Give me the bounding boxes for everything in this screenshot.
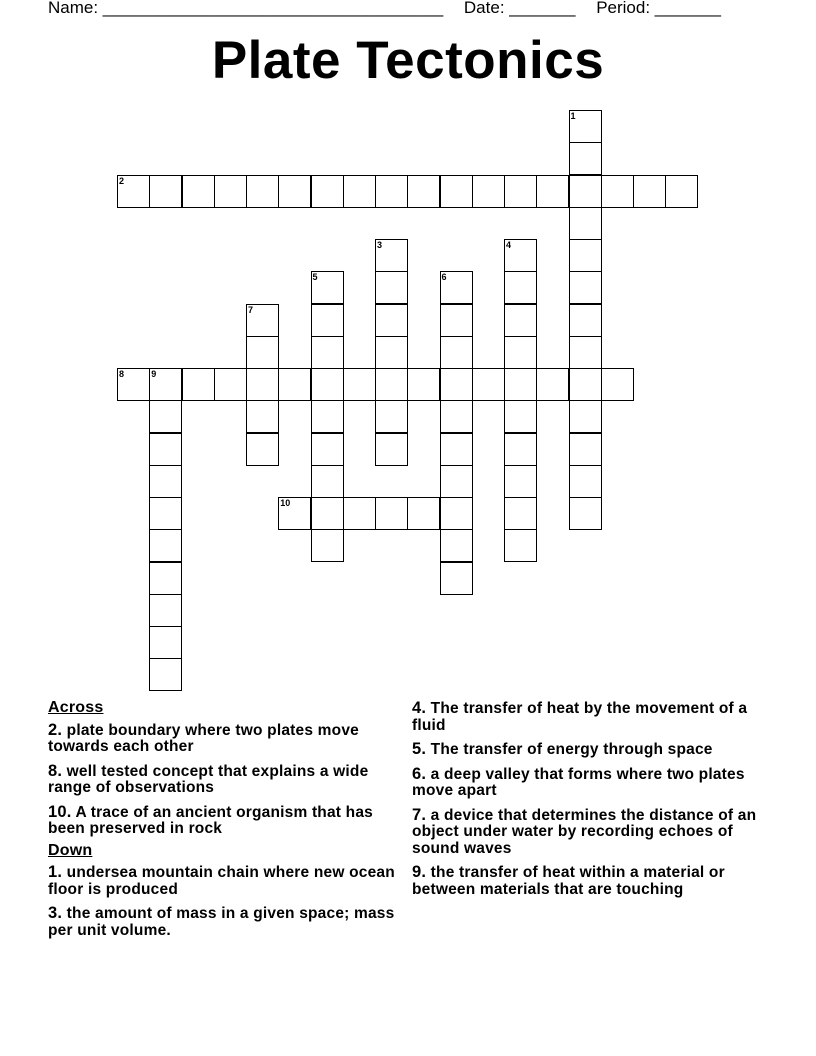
crossword-cell[interactable] [504,529,537,562]
crossword-cell[interactable] [214,175,247,208]
clue-number-label: 7 [248,304,254,315]
down-heading: Down [48,841,93,859]
crossword-cell[interactable] [311,304,344,337]
crossword-cell[interactable] [246,175,279,208]
crossword-cell[interactable] [569,497,602,530]
crossword-cell[interactable] [343,175,376,208]
crossword-cell[interactable] [665,175,698,208]
clue-number-label: 2 [119,175,125,186]
clue-text: The transfer of heat by the movement of a fluid [412,700,748,734]
clue-number: 9. [412,863,427,881]
crossword-cell[interactable] [278,175,311,208]
crossword-cell[interactable] [246,368,279,401]
clue-number-label: 1 [570,111,576,121]
crossword-cell[interactable] [375,400,408,433]
crossword-cell[interactable] [375,433,408,466]
crossword-cell[interactable] [569,368,602,401]
clue-number: 5. [412,740,427,758]
crossword-cell[interactable] [440,497,473,530]
crossword-cell[interactable] [343,497,376,530]
clue-text: A trace of an ancient organism that has been preserved in rock [48,803,373,837]
clue-item [48,804,410,838]
clue-number-label: 9 [151,369,157,379]
crossword-cell[interactable] [182,175,215,208]
crossword-cell[interactable] [149,626,182,659]
clue-number: 8. [48,761,63,780]
crossword-cell[interactable] [569,175,602,208]
clue-number: 2. [48,720,63,739]
period-field[interactable]: Period: _______ [596,0,721,17]
crossword-cell[interactable] [149,400,182,433]
clue-number: 4. [412,699,427,717]
crossword-cell[interactable] [472,368,505,401]
crossword-cell[interactable] [440,400,473,433]
crossword-cell[interactable] [149,529,182,562]
clue-number: 10. [48,802,72,821]
clue-number-label: 8 [119,369,125,379]
crossword-cell[interactable] [440,175,473,208]
crossword-cell[interactable] [311,175,344,208]
clues-right-column [412,700,782,905]
clue-number-label: 10 [280,498,291,508]
clue-item [412,766,782,800]
crossword-cell[interactable] [536,368,569,401]
clue-number-label: 6 [441,272,447,283]
clue-item [48,864,410,898]
crossword-cell[interactable] [440,465,473,498]
clue-text: well tested concept that explains a wide range of observations [48,762,369,796]
crossword-cell[interactable] [504,271,537,304]
crossword-cell[interactable] [504,368,537,401]
name-field[interactable]: Name: ____________________________________ [48,0,444,17]
crossword-cell[interactable] [407,497,440,530]
crossword-cell[interactable] [601,175,634,208]
crossword-cell[interactable] [633,175,666,208]
crossword-cell[interactable] [278,368,311,401]
crossword-cell[interactable] [569,465,602,498]
crossword-cell[interactable] [440,529,473,562]
crossword-cell[interactable] [504,304,537,337]
crossword-cell[interactable] [569,433,602,466]
crossword-cell[interactable] [149,175,182,208]
crossword-cell[interactable] [149,562,182,595]
crossword-cell[interactable] [375,336,408,369]
clue-item [412,807,782,858]
crossword-cell[interactable] [311,368,344,401]
crossword-cell[interactable] [569,239,602,272]
crossword-cell[interactable] [375,497,408,530]
clue-item [412,864,782,898]
crossword-cell[interactable] [472,175,505,208]
crossword-cell[interactable] [149,658,182,691]
crossword-cell[interactable] [311,433,344,466]
crossword-cell[interactable] [149,497,182,530]
crossword-cell[interactable] [246,433,279,466]
crossword-cell[interactable] [569,142,602,175]
clue-item [412,741,782,759]
clue-number: 3. [48,904,63,922]
crossword-cell[interactable] [536,175,569,208]
clues-left-column [48,700,410,946]
crossword-cell[interactable] [149,465,182,498]
crossword-cell[interactable] [504,433,537,466]
down-clue-list-continued [412,700,782,898]
clue-number: 1. [48,863,63,881]
clue-text: undersea mountain chain where new ocean floor is produced [48,864,395,898]
crossword-cell[interactable] [569,336,602,369]
crossword-cell[interactable] [311,400,344,433]
clue-item [48,722,410,756]
crossword-cell[interactable] [375,368,408,401]
crossword-cell[interactable] [343,368,376,401]
crossword-cell[interactable] [440,433,473,466]
crossword-cell[interactable] [569,400,602,433]
clue-item [412,700,782,734]
crossword-cell[interactable] [440,304,473,337]
page-title: Plate Tectonics [211,31,605,90]
crossword-cell[interactable] [504,497,537,530]
clue-text: a device that determines the distance of an object under water by recording echoes of sound waves [412,806,757,857]
crossword-cell[interactable] [311,465,344,498]
clue-number-label: 4 [506,240,512,250]
crossword-cell[interactable] [311,336,344,369]
crossword-cell[interactable] [214,368,247,401]
crossword-cell[interactable] [407,368,440,401]
crossword-cell[interactable] [246,400,279,433]
crossword-cell[interactable] [504,400,537,433]
down-clue-list [48,864,410,939]
crossword-cell[interactable] [569,271,602,304]
across-clue-list [48,722,410,838]
crossword-cell[interactable] [569,207,602,240]
clue-text: plate boundary where two plates move towards each other [48,721,359,755]
clue-item [48,763,410,797]
crossword-cell[interactable] [504,175,537,208]
crossword-cell[interactable] [311,497,344,530]
across-heading: Across [48,699,104,716]
clue-text: a deep valley that forms where two plates move apart [412,765,745,799]
crossword-cell[interactable] [375,304,408,337]
crossword-cell[interactable] [375,271,408,304]
clue-item [48,905,410,939]
crossword-cell[interactable] [149,433,182,466]
crossword-cell[interactable] [440,562,473,595]
clue-number-label: 3 [377,240,383,250]
crossword-cell[interactable] [407,175,440,208]
clue-number: 6. [412,764,427,783]
date-field[interactable]: Date: _______ [463,0,576,17]
clue-number: 7. [412,805,427,824]
crossword-cell[interactable] [504,336,537,369]
clue-text: The transfer of energy through space [426,741,713,758]
crossword-cell[interactable] [440,368,473,401]
clue-text: the transfer of heat within a material or between materials that are touching [412,864,725,898]
crossword-cell[interactable] [569,304,602,337]
clue-text: the amount of mass in a given space; mass per unit volume. [48,905,395,939]
crossword-cell[interactable] [504,465,537,498]
crossword-cell[interactable] [440,336,473,369]
crossword-cell[interactable] [246,336,279,369]
crossword-cell[interactable] [311,529,344,562]
clue-number-label: 5 [312,272,318,283]
crossword-cell[interactable] [149,594,182,627]
crossword-cell[interactable] [182,368,215,401]
crossword-cell[interactable] [601,368,634,401]
crossword-cell[interactable] [375,175,408,208]
